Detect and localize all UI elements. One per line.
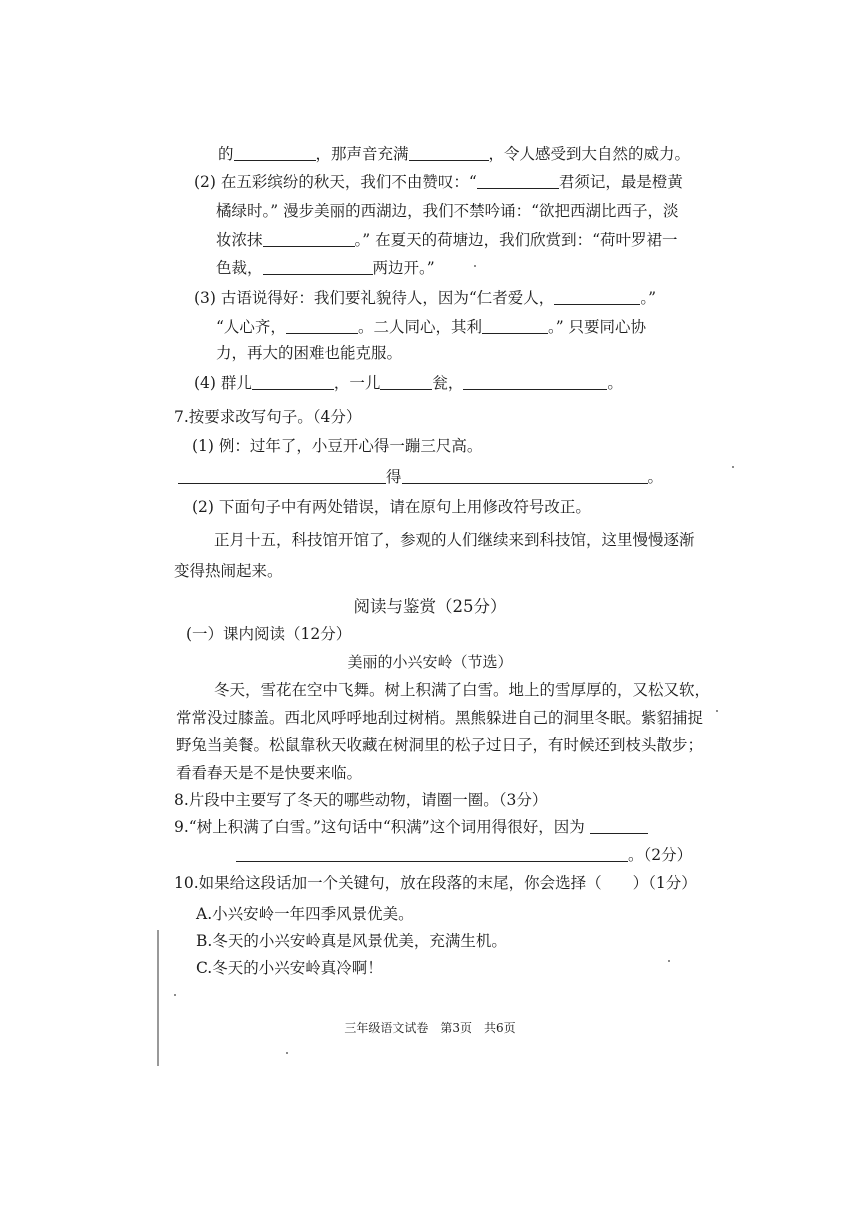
q9 — [174, 815, 648, 839]
part-heading: (一）课内阅读（12分） — [186, 625, 352, 643]
text: 瓮， — [432, 374, 464, 392]
passage-line: 看看春天是不是快要来临。 — [176, 764, 363, 782]
answer-blank[interactable] — [402, 467, 648, 484]
q6-part3-line-1 — [194, 286, 656, 310]
answer-blank[interactable] — [178, 467, 386, 484]
scan-speck — [732, 466, 734, 468]
option-c: C.冬天的小兴安岭真冷啊！ — [196, 959, 383, 977]
scan-speck — [286, 1052, 288, 1054]
q6-part2-line-4 — [216, 256, 435, 280]
answer-blank[interactable] — [463, 373, 607, 390]
text: ，一儿 — [333, 374, 381, 392]
text: 得 — [386, 468, 402, 486]
option-b: B.冬天的小兴安岭真是风景优美，充满生机。 — [196, 932, 507, 950]
scan-speck — [668, 960, 670, 962]
scan-speck — [716, 710, 718, 712]
answer-blank[interactable] — [554, 288, 640, 305]
scan-speck — [474, 265, 476, 267]
text: (3) 古语说得好：我们要礼貌待人，因为“仁者爱人， — [194, 289, 555, 307]
q7-part2: (2) 下面句子中有两处错误，请在原句上用修改符号改正。 — [192, 498, 591, 516]
text: 力，再大的困难也能克服。 — [216, 344, 403, 362]
answer-blank[interactable] — [590, 817, 648, 834]
text: ，那声音充满 — [315, 145, 409, 163]
q6-line-1 — [218, 142, 690, 166]
text: (2) 在五彩缤纷的秋天，我们不由赞叹：“ — [194, 173, 477, 191]
answer-blank[interactable] — [409, 144, 489, 161]
section-heading: 阅读与鉴赏（25分） — [353, 597, 507, 616]
answer-blank[interactable] — [263, 258, 373, 275]
q7-example: (1) 例：过年了，小豆开心得一蹦三尺高。 — [192, 437, 483, 455]
answer-blank[interactable] — [252, 373, 334, 390]
q9-answer-line — [236, 843, 692, 867]
q7-title: 7.按要求改写句子。（4分） — [174, 408, 362, 426]
text: 。（2分） — [628, 846, 693, 864]
passage-title: 美丽的小兴安岭（节选） — [347, 653, 513, 671]
answer-blank[interactable] — [234, 144, 316, 161]
page-footer: 三年级语文试卷 第3页 共6页 — [344, 1021, 516, 1035]
scan-edge-line — [157, 930, 159, 1066]
answer-blank[interactable] — [380, 373, 432, 390]
q6-part3-line-2 — [216, 315, 646, 339]
text: 。 — [607, 374, 623, 392]
passage-line: 常常没过膝盖。西北风呼呼地刮过树梢。黑熊躲进自己的洞里冬眠。紫貂捕捉 — [176, 709, 704, 727]
q7-sentence-line-1: 正月十五，科技馆开馆了，参观的人们继续来到科技馆，这里慢慢逐渐 — [214, 531, 695, 549]
text: 君须记，最是橙黄 — [558, 173, 683, 191]
q7-answer-line — [178, 465, 663, 489]
q10: 10.如果给这段话加一个关键句，放在段落的末尾，你会选择（ ）（1分） — [174, 874, 697, 892]
passage-line: 野兔当美餐。松鼠靠秋天收藏在树洞里的松子过日子，有时候还到枝头散步； — [176, 736, 704, 754]
answer-blank[interactable] — [477, 172, 559, 189]
answer-blank[interactable] — [236, 845, 628, 862]
text: (4) 群儿 — [194, 374, 252, 392]
text: 橘绿时。” 漫步美丽的西湖边，我们不禁吟诵：“欲把西湖比西子，淡 — [216, 202, 679, 220]
scan-speck — [174, 994, 176, 996]
answer-blank[interactable] — [286, 317, 358, 334]
passage-line: 冬天，雪花在空中飞舞。树上积满了白雪。地上的雪厚厚的，又松又软， — [214, 681, 711, 699]
answer-blank[interactable] — [482, 317, 548, 334]
q8: 8.片段中主要写了冬天的哪些动物，请圈一圈。（3分） — [174, 791, 548, 809]
text: 的 — [218, 145, 234, 163]
text: “人心齐， — [216, 318, 286, 336]
text: 。” — [640, 289, 656, 307]
text: 。 — [647, 468, 664, 486]
q6-part2-line-3 — [216, 228, 678, 252]
q6-part2-line-1 — [194, 170, 683, 194]
text: 9.“树上积满了白雪。”这句话中“积满”这个词用得很好，因为 — [174, 818, 585, 836]
text: 妆浓抹 — [216, 231, 263, 249]
text: 。” 只要同心协 — [547, 318, 647, 336]
text: 两边开。” — [372, 259, 435, 277]
text: ，令人感受到大自然的威力。 — [488, 145, 691, 163]
q7-sentence-line-2: 变得热闹起来。 — [174, 562, 283, 580]
answer-blank[interactable] — [263, 230, 355, 247]
text: 色裁， — [216, 259, 263, 277]
text: 。” 在夏天的荷塘边，我们欣赏到：“荷叶罗裙一 — [354, 231, 678, 249]
q6-part2-line-2 — [216, 199, 679, 223]
q6-part3-line-3 — [216, 341, 402, 365]
q6-part4 — [194, 371, 623, 395]
option-a: A.小兴安岭一年四季风景优美。 — [196, 905, 414, 923]
text: 。二人同心，其利 — [357, 318, 482, 336]
